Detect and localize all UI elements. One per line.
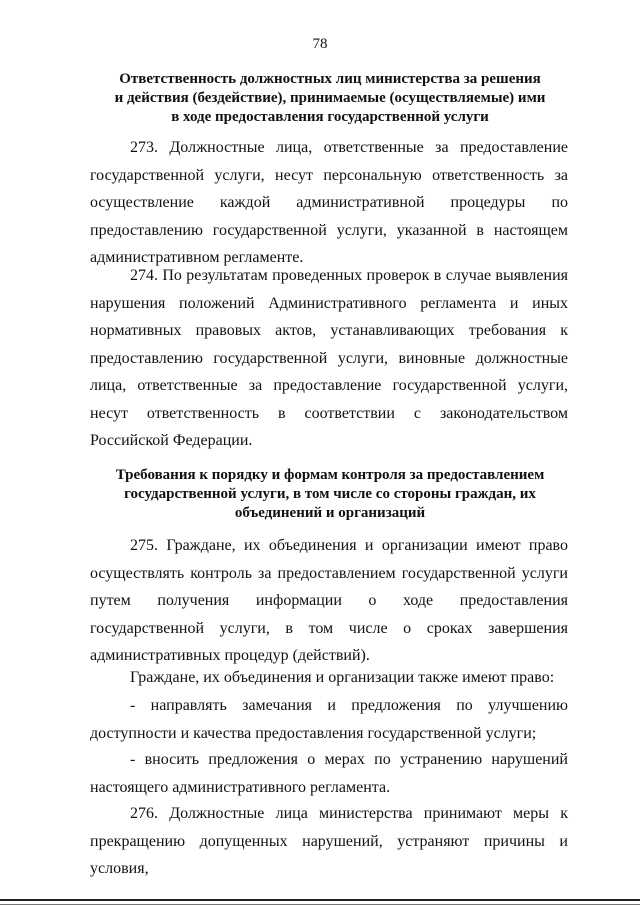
heading-line: Требования к порядку и формам контроля за предоставлением — [115, 467, 545, 483]
section-heading-control — [90, 466, 570, 523]
paragraph-276: 276. Должностные лица министерства принимают меры к прекращению допущенных нарушений, устраняют причины и условия, — [90, 805, 568, 877]
heading-line: в ходе предоставления государственной услуги — [171, 109, 489, 125]
paragraph-275: 275. Граждане, их объединения и организации имеют право осуществлять контроль за предоставлением государственной услуги путем получения информации о ходе предоставления государственной услуги, в том числе о сроках завершения административных процедур (действий). — [90, 537, 568, 664]
heading-line: и действия (бездействие), принимаемые (осуществляемые) ими — [114, 90, 546, 106]
heading-line: объединений и организаций — [234, 505, 426, 521]
paragraph-274: 274. По результатам проведенных проверок в случае выявления нарушения положений Административного регламента и иных нормативных правовых актов, устанавливающих требования к предоставлению государственной услуги, виновные должностные лица, ответственные за предоставление государственной услуги, несут ответственность в соответствии с законодательством Российской Федерации. — [90, 267, 568, 449]
section-heading-responsibility — [90, 70, 570, 127]
scan-bottom-edge — [0, 899, 640, 901]
paragraph-right-proposals: - вносить предложения о мерах по устранению нарушений настоящего административного регламента. — [90, 751, 568, 796]
paragraph-rights-intro: Граждане, их объединения и организации также имеют право: — [130, 669, 555, 686]
paragraph-273: 273. Должностные лица, ответственные за предоставление государственной услуги, несут персональную ответственность за осуществление каждой административной процедуры по предоставлению государственной услуги, указанной в настоящем административном регламенте. — [90, 139, 568, 266]
paragraph-right-remarks: - направлять замечания и предложения по улучшению доступности и качества предоставления государственной услуги; — [90, 697, 568, 742]
page-number: 78 — [312, 36, 328, 52]
heading-line: государственной услуги, в том числе со стороны граждан, их — [124, 486, 536, 502]
heading-line: Ответственность должностных лиц министерства за решения — [119, 71, 541, 87]
